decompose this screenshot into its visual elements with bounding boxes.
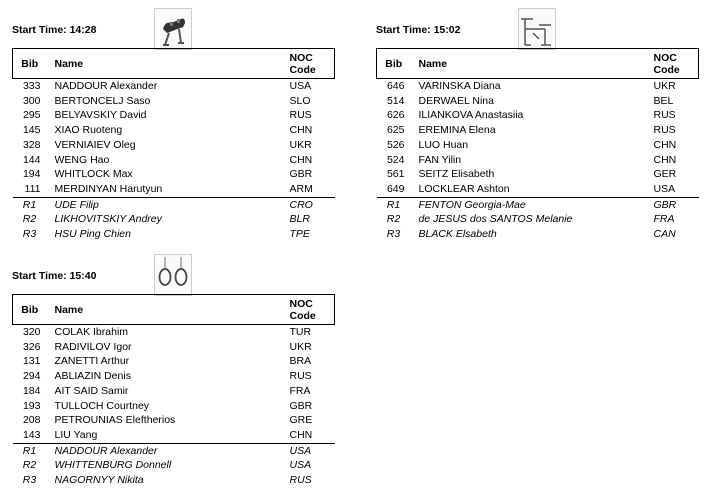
bib-cell: 194 bbox=[22, 168, 41, 181]
bib-header: Bib bbox=[21, 303, 39, 316]
bib-cell: 625 bbox=[386, 124, 405, 137]
athlete-name: FAN Yilin bbox=[418, 153, 462, 166]
reserve-row bbox=[377, 197, 699, 212]
athlete-row bbox=[13, 384, 335, 399]
reserve-label: R3 bbox=[386, 228, 401, 241]
rings-icon bbox=[154, 254, 192, 296]
name-header: Name bbox=[54, 57, 84, 70]
noc-code: GBR bbox=[289, 168, 313, 181]
athlete-row bbox=[13, 354, 335, 369]
athlete-row bbox=[377, 79, 699, 94]
bib-cell: 646 bbox=[386, 80, 405, 92]
reserve-label: R1 bbox=[22, 198, 37, 211]
athlete-row bbox=[13, 94, 335, 109]
athlete-name: NADDOUR Alexander bbox=[54, 80, 158, 92]
bib-header: Bib bbox=[385, 57, 403, 70]
athlete-name: ZANETTI Arthur bbox=[54, 355, 130, 368]
bib-cell: 626 bbox=[386, 109, 405, 122]
noc-code: USA bbox=[653, 182, 676, 195]
athlete-row bbox=[377, 153, 699, 168]
athlete-row bbox=[13, 153, 335, 168]
bib-cell: 320 bbox=[22, 326, 41, 338]
athlete-name: FENTON Georgia-Mae bbox=[418, 198, 526, 211]
start-list-table-3 bbox=[12, 294, 335, 488]
noc-code: FRA bbox=[653, 213, 675, 226]
reserve-label: R2 bbox=[22, 213, 37, 226]
bib-cell: 111 bbox=[24, 182, 41, 195]
noc-code: FRA bbox=[289, 384, 311, 397]
bib-cell: 524 bbox=[386, 153, 405, 166]
athlete-name: WENG Hao bbox=[54, 153, 110, 166]
athlete-name: ABLIAZIN Denis bbox=[54, 370, 131, 383]
athlete-name: TULLOCH Courtney bbox=[54, 399, 150, 412]
noc-code: TUR bbox=[289, 326, 312, 338]
athlete-name: VARINSKA Diana bbox=[418, 80, 501, 92]
athlete-name: RADIVILOV Igor bbox=[54, 340, 132, 353]
noc-code: USA bbox=[289, 444, 312, 457]
athlete-name: LIU Yang bbox=[54, 428, 98, 441]
athlete-name: MERDINYAN Harutyun bbox=[54, 182, 163, 195]
athlete-name: VERNIAIEV Oleg bbox=[54, 138, 136, 151]
noc-code: UKR bbox=[289, 340, 312, 353]
noc-code: USA bbox=[289, 459, 312, 472]
bib-cell: 145 bbox=[22, 124, 41, 137]
bib-cell: 561 bbox=[386, 168, 405, 181]
bib-cell: 294 bbox=[22, 370, 41, 383]
noc-code: RUS bbox=[289, 370, 312, 383]
athlete-name: COLAK Ibrahim bbox=[54, 326, 129, 338]
noc-code: RUS bbox=[289, 109, 312, 122]
start-list-table-1 bbox=[12, 48, 335, 242]
noc-code: SLO bbox=[289, 94, 311, 107]
bib-cell: 300 bbox=[22, 94, 41, 107]
noc-code: RUS bbox=[653, 109, 676, 122]
athlete-row bbox=[13, 123, 335, 138]
athlete-name: LUO Huan bbox=[418, 138, 469, 151]
noc-code: CRO bbox=[289, 198, 313, 211]
athlete-name: de JESUS dos SANTOS Melanie bbox=[418, 213, 573, 226]
noc-code: CHN bbox=[653, 138, 677, 151]
reserve-row bbox=[13, 458, 335, 473]
reserve-row bbox=[13, 197, 335, 212]
athlete-name: BERTONCELJ Saso bbox=[54, 94, 151, 107]
bib-cell: 514 bbox=[386, 94, 405, 107]
noc-code: UKR bbox=[653, 80, 676, 92]
athlete-name: UDE Filip bbox=[54, 198, 99, 211]
athlete-name: HSU Ping Chien bbox=[54, 228, 131, 241]
athlete-name: BLACK Elsabeth bbox=[418, 228, 497, 241]
reserve-row bbox=[377, 227, 699, 242]
noc-code: GRE bbox=[289, 414, 313, 427]
start-time: Start Time: 15:40 bbox=[12, 270, 97, 282]
noc-code: GER bbox=[653, 168, 677, 181]
noc-header: NOC Code bbox=[289, 297, 316, 322]
name-header: Name bbox=[418, 57, 448, 70]
athlete-row bbox=[377, 138, 699, 153]
athlete-name: WHITLOCK Max bbox=[54, 168, 133, 181]
noc-code: RUS bbox=[653, 124, 676, 137]
noc-code: GBR bbox=[653, 198, 677, 211]
bib-cell: 144 bbox=[22, 153, 41, 166]
athlete-name: LIKHOVITSKIY Andrey bbox=[54, 213, 162, 226]
noc-code: BEL bbox=[653, 94, 674, 107]
noc-code: CHN bbox=[289, 153, 313, 166]
name-header: Name bbox=[54, 303, 84, 316]
athlete-row bbox=[377, 108, 699, 123]
athlete-name: WHITTENBURG Donnell bbox=[54, 459, 172, 472]
athlete-row bbox=[13, 167, 335, 182]
athlete-name: ILIANKOVA Anastasiia bbox=[418, 109, 524, 122]
start-time: Start Time: 14:28 bbox=[12, 24, 97, 36]
athlete-row bbox=[13, 340, 335, 355]
athlete-name: AIT SAID Samir bbox=[54, 384, 129, 397]
noc-code: CHN bbox=[289, 428, 313, 441]
reserve-label: R1 bbox=[386, 198, 401, 211]
noc-code: USA bbox=[289, 80, 312, 92]
noc-code: GBR bbox=[289, 399, 313, 412]
athlete-row bbox=[13, 182, 335, 197]
athlete-row bbox=[13, 138, 335, 153]
reserve-row bbox=[13, 443, 335, 458]
athlete-name: XIAO Ruoteng bbox=[54, 124, 123, 137]
athlete-row bbox=[377, 94, 699, 109]
bib-cell: 328 bbox=[22, 138, 41, 151]
noc-code: ARM bbox=[289, 182, 313, 195]
noc-code: RUS bbox=[289, 474, 312, 487]
noc-header: NOC Code bbox=[653, 51, 680, 76]
reserve-row bbox=[377, 212, 699, 227]
athlete-row bbox=[13, 325, 335, 340]
athlete-name: BELYAVSKIY David bbox=[54, 109, 147, 122]
reserve-row bbox=[13, 212, 335, 227]
bib-cell: 333 bbox=[22, 80, 41, 92]
bib-cell: 295 bbox=[22, 109, 41, 122]
bib-cell: 526 bbox=[386, 138, 405, 151]
uneven-bars-icon bbox=[518, 8, 556, 50]
noc-code: BRA bbox=[289, 355, 312, 368]
athlete-row bbox=[13, 369, 335, 384]
athlete-name: DERWAEL Nina bbox=[418, 94, 494, 107]
reserve-label: R2 bbox=[22, 459, 37, 472]
bib-cell: 208 bbox=[22, 414, 41, 427]
reserve-label: R3 bbox=[22, 228, 37, 241]
start-list-table-2 bbox=[376, 48, 699, 242]
athlete-name: NAGORNYY Nikita bbox=[54, 474, 144, 487]
noc-code: CAN bbox=[653, 228, 676, 241]
bib-cell: 649 bbox=[386, 182, 405, 195]
noc-code: UKR bbox=[289, 138, 312, 151]
athlete-row bbox=[377, 123, 699, 138]
athlete-row bbox=[13, 79, 335, 94]
bib-header: Bib bbox=[21, 57, 39, 70]
athlete-row bbox=[377, 167, 699, 182]
athlete-row bbox=[13, 108, 335, 123]
noc-code: CHN bbox=[653, 153, 677, 166]
noc-code: TPE bbox=[289, 228, 310, 241]
noc-code: BLR bbox=[289, 213, 310, 226]
athlete-name: LOCKLEAR Ashton bbox=[418, 182, 510, 195]
reserve-row bbox=[13, 473, 335, 488]
reserve-row bbox=[13, 227, 335, 242]
athlete-row bbox=[13, 428, 335, 443]
athlete-row bbox=[377, 182, 699, 197]
reserve-label: R2 bbox=[386, 213, 401, 226]
athlete-name: NADDOUR Alexander bbox=[54, 444, 158, 457]
athlete-name: SEITZ Elisabeth bbox=[418, 168, 495, 181]
pommel-horse-icon bbox=[154, 8, 192, 50]
athlete-row bbox=[13, 399, 335, 414]
reserve-label: R3 bbox=[22, 474, 37, 487]
bib-cell: 193 bbox=[22, 399, 41, 412]
noc-header: NOC Code bbox=[289, 51, 316, 76]
bib-cell: 184 bbox=[22, 384, 41, 397]
athlete-row bbox=[13, 413, 335, 428]
noc-code: CHN bbox=[289, 124, 313, 137]
bib-cell: 131 bbox=[22, 355, 41, 368]
bib-cell: 326 bbox=[22, 340, 41, 353]
bib-cell: 143 bbox=[22, 428, 41, 441]
start-time: Start Time: 15:02 bbox=[376, 24, 461, 36]
athlete-name: EREMINA Elena bbox=[418, 124, 496, 137]
athlete-name: PETROUNIAS Eleftherios bbox=[54, 414, 176, 427]
reserve-label: R1 bbox=[22, 444, 37, 457]
